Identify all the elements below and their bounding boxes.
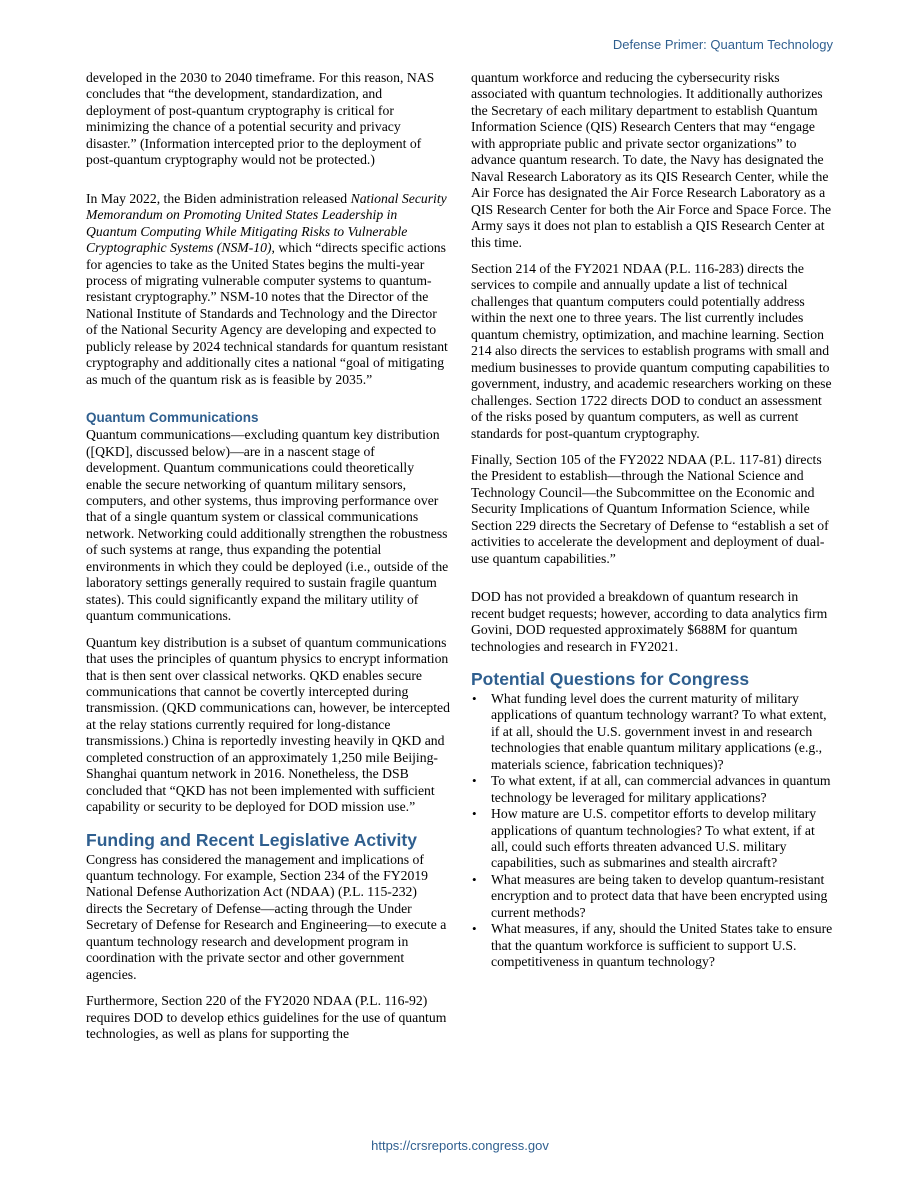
bullet-icon: • — [472, 871, 477, 887]
paragraph-section-214: Section 214 of the FY2021 NDAA (P.L. 116-283) directs the services to compile and annually update a list of technical challenges that quantum computers could potentially address within the next one to three years. The list currently includes quantum chemistry, optimization, and machine learning. Section 214 also directs the services to establish programs with small and medium businesses to provide quantum computing capabilities to government, industry, and academic researchers working on these challenges. Section 1722 directs DOD to conduct an assessment of the risks posed by quantum computers, as well as current standards for post-quantum cryptography. — [471, 260, 832, 441]
question-text: To what extent, if at all, can commercial advances in quantum technology be leveraged for military applications? — [491, 773, 831, 805]
paragraph-section-105: Finally, Section 105 of the FY2022 NDAA (P.L. 117-81) directs the President to establish—through the National Science and Technology Council—the Subcommittee on the Economic and Security Implications of Quantum Information Science, while Section 229 directs the Secretary of Defense to “establish a set of activities to accelerate the development and deployment of dual-use quantum capabilities.” — [471, 451, 829, 566]
paragraph-qis-centers: quantum workforce and reducing the cybersecurity risks associated with quantum technologies. It additionally authorizes the Secretary of each military department to establish Quantum Information Science (QIS) Research Centers that may “engage with appropriate public and private sector organizations” to advance quantum research. To date, the Navy has designated the Naval Research Laboratory as its QIS Research Center, while the Air Force has designated the Air Force Research Laboratory as a QIS Research Center for both the Air Force and Space Force. The Army says it does not plan to establish a QIS Research Center at this time. — [471, 70, 832, 250]
running-header: Defense Primer: Quantum Technology — [612, 37, 833, 52]
nsm10-memo-title: National Security Memorandum on Promoting United States Leadership in Quantum Computing While Mitigating Risks to Vulnerable Cryptographic Systems (NSM-10) — [86, 190, 447, 256]
question-text: What funding level does the current maturity of military applications of quantum technology warrant? To what extent, if at all, should the U.S. government invest in and research technologies that enable quantum military applications (e.g., materials science, fabrication techniques)? — [491, 690, 827, 772]
bullet-icon: • — [472, 773, 477, 789]
nsm10-text-start: In May 2022, the Biden administration released — [86, 190, 351, 206]
list-item — [471, 806, 835, 872]
list-item — [471, 921, 835, 970]
paragraph-section-234: Congress has considered the management and implications of quantum technology. For example, Section 234 of the FY2019 National Defense Authorization Act (NDAA) (P.L. 115-232) directs the Secretary of Defense—acting through the Under Secretary of Defense for Research and Engineering—to execute a quantum technology research and development program in coordination with the private sector and other government agencies. — [86, 851, 447, 982]
nsm10-text-end: , which “directs specific actions for agencies to take as the United States begins the multi-year process of migrating vulnerable computer systems to quantum-resistant cryptography.” NSM-10 notes that the Director of the National Institute of Standards and Technology and the Director of the National Security Agency are developing and expected to publicly release by 2024 technical standards for quantum resistant cryptography and additionally cites a national “goal of mitigating as much of the quantum risk as is feasible by 2035.” — [86, 240, 448, 387]
question-text: What measures, if any, should the United States take to ensure that the quantum workforce is sufficient to support U.S. competitiveness in quantum technology? — [491, 921, 833, 970]
paragraph-govini-funding: DOD has not provided a breakdown of quantum research in recent budget requests; however, according to data analytics firm Govini, DOD requested approximately $688M for quantum technologies and research in FY2021. — [471, 589, 828, 654]
paragraph-qkd: Quantum key distribution is a subset of quantum communications that uses the principles of quantum physics to encrypt information that is then sent over classical networks. QKD enables secure communications that cannot be covertly intercepted during transmission. (QKD communications can, however, be intercepted at the relay stations currently required for long-distance transmissions.) China is reportedly investing heavily in QKD and completed construction of an approximately 1,250 mile Beijing-Shanghai quantum network in 2016. Nonetheless, the DSB concluded that “QKD has not been implemented with sufficient capability or security to be deployed for DOD mission use.” — [86, 634, 450, 815]
paragraph-post-quantum: developed in the 2030 to 2040 timeframe. For this reason, NAS concludes that “the development, standardization, and deployment of post-quantum cryptography is critical for minimizing the chance of a potential security and privacy disaster.” (Information intercepted prior to the deployment of post-quantum cryptography would not be protected.) — [86, 70, 435, 168]
questions-list — [471, 691, 835, 971]
list-item — [471, 691, 835, 773]
heading-quantum-communications: Quantum Communications — [86, 410, 259, 426]
bullet-icon: • — [472, 921, 477, 937]
heading-potential-questions: Potential Questions for Congress — [471, 668, 750, 689]
question-text: What measures are being taken to develop quantum-resistant encryption and to protect data that have been encrypted using current methods? — [491, 871, 828, 920]
bullet-icon: • — [472, 690, 477, 706]
list-item — [471, 872, 835, 921]
left-column — [86, 70, 450, 1053]
list-item — [471, 773, 835, 806]
paragraph-quantum-communications: Quantum communications—excluding quantum key distribution ([QKD], discussed below)—are in a nascent stage of development. Quantum communications could theoretically enable the secure networking of quantum military sensors, computers, and other systems, thus improving performance over that of a single quantum system or classical communications network. Networking could additionally strengthen the robustness of such systems at range, thus expanding the potential environments in which they could be deployed (i.e., outside of the laboratory settings generally required to sustain fragile quantum states). This could significantly expand the military utility of quantum communications. — [86, 427, 449, 624]
right-column — [471, 70, 835, 971]
paragraph-section-220: Furthermore, Section 220 of the FY2020 NDAA (P.L. 116-92) requires DOD to develop ethics guidelines for the use of quantum technologies, as well as plans for supporting the — [86, 993, 447, 1042]
bullet-icon: • — [472, 806, 477, 822]
question-text: How mature are U.S. competitor efforts to develop military applications of quantum technologies? To what extent, if at all, could such efforts threaten advanced U.S. military capabilities, such as submarines and stealth aircraft? — [491, 806, 817, 871]
paragraph-nsm10 — [86, 191, 450, 388]
footer-url[interactable]: https://crsreports.congress.gov — [371, 1138, 549, 1153]
heading-funding: Funding and Recent Legislative Activity — [86, 829, 417, 850]
